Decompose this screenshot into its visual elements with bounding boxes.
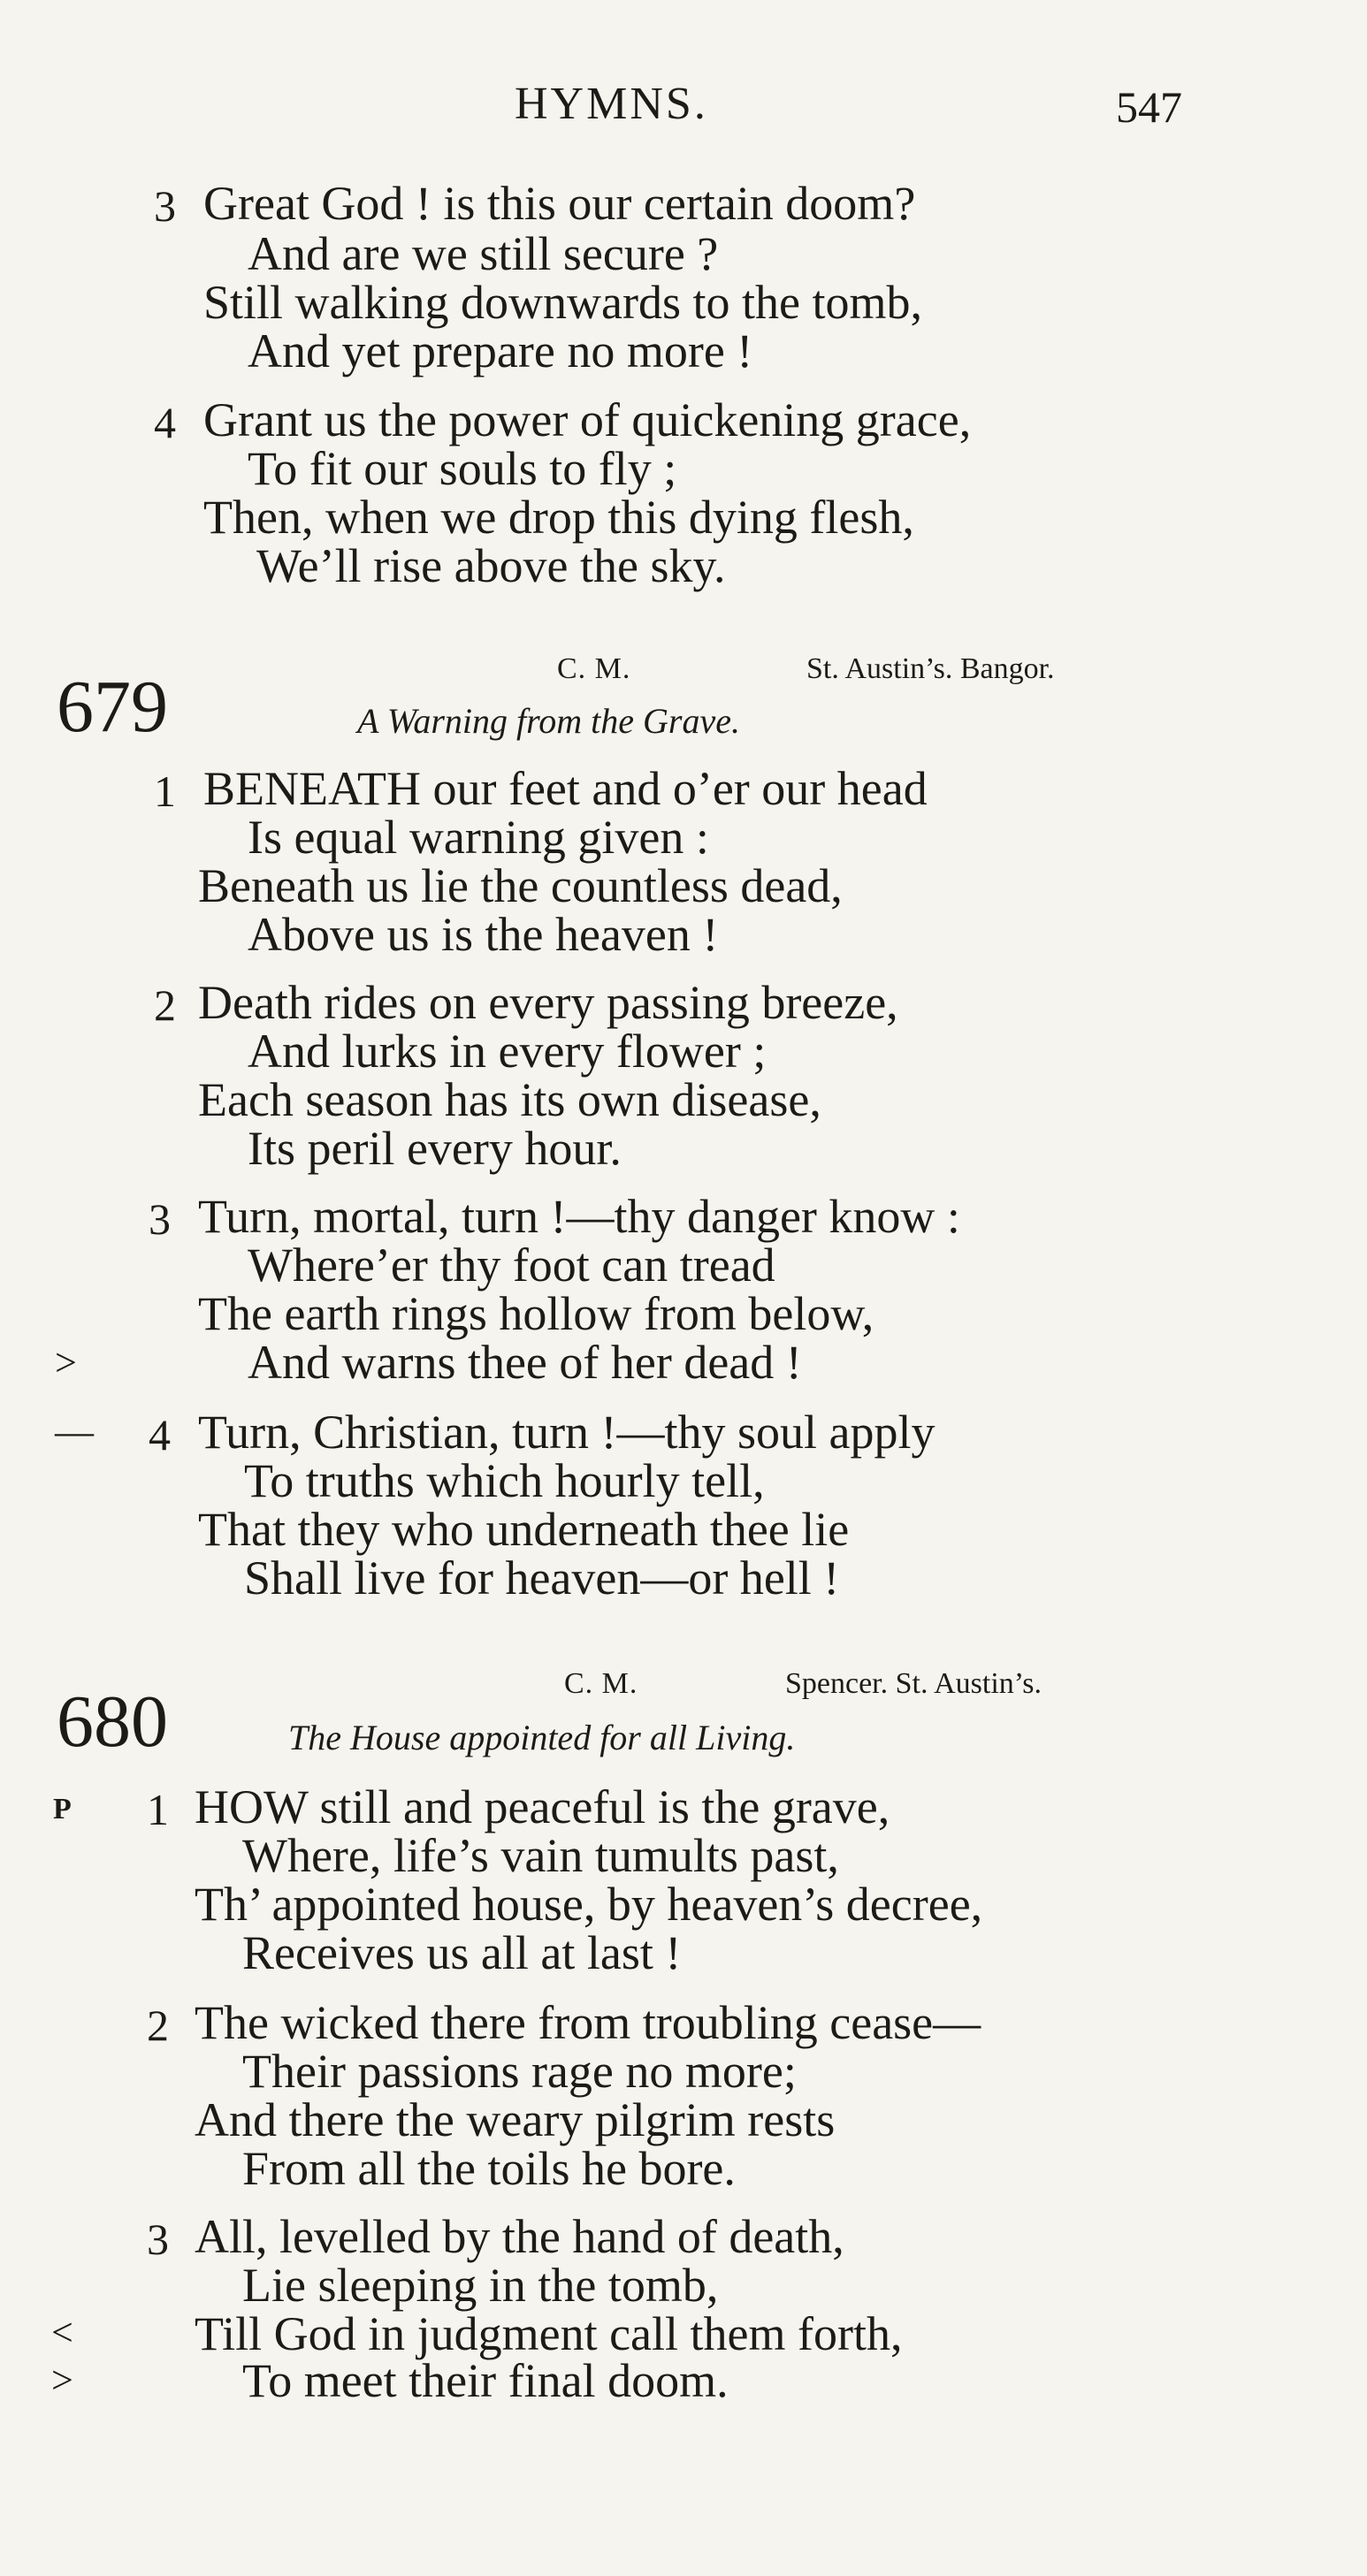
hymn-number: 680: [57, 1680, 168, 1763]
verse-line: The wicked there from troubling cease—: [195, 1996, 981, 2049]
verse-line: Death rides on every passing breeze,: [198, 976, 898, 1029]
dash-mark: —: [55, 1410, 94, 1453]
hymn-tunes: St. Austin’s. Bangor.: [806, 652, 1055, 685]
verse-line: Where’er thy foot can tread: [248, 1238, 775, 1292]
page-number: 547: [1116, 82, 1182, 132]
verse-line: From all the toils he bore.: [242, 2142, 736, 2195]
verse-line: Where, life’s vain tumults past,: [242, 1829, 839, 1882]
verse-number: 2: [147, 2001, 169, 2050]
verse-line: And are we still secure ?: [248, 227, 719, 280]
verse-number: 2: [154, 980, 176, 1030]
verse-number: 3: [149, 1194, 171, 1244]
hymn-tunes: Spencer. St. Austin’s.: [785, 1667, 1042, 1700]
verse-line: And warns thee of her dead !: [248, 1336, 802, 1389]
verse-line: Above us is the heaven !: [248, 908, 719, 961]
verse-number: 3: [154, 181, 176, 231]
piano-mark: P: [53, 1793, 72, 1825]
verse-line: That they who underneath thee lie: [198, 1503, 850, 1556]
verse-line: And lurks in every flower ;: [248, 1025, 767, 1078]
verse-line: Each season has its own disease,: [198, 1073, 821, 1126]
verse-line: HOW still and peaceful is the grave,: [195, 1780, 890, 1833]
hymn-subtitle: The House appointed for all Living.: [288, 1718, 796, 1757]
verse-line: And there the weary pilgrim rests: [195, 2093, 836, 2146]
verse-line: Turn, mortal, turn !—thy danger know :: [198, 1190, 960, 1243]
hymn-meter: C. M.: [564, 1667, 638, 1700]
decrescendo-mark: >: [51, 2359, 73, 2402]
verse-line: To fit our souls to fly ;: [248, 442, 677, 495]
hymn-subtitle: A Warning from the Grave.: [357, 701, 740, 741]
running-header-title: HYMNS.: [515, 79, 708, 129]
verse-line: Still walking downwards to the tomb,: [203, 276, 922, 329]
verse-line: Shall live for heaven—or hell !: [244, 1551, 840, 1604]
verse-line: BENEATH our feet and o’er our head: [203, 762, 928, 815]
verse-line: Its peril every hour.: [248, 1122, 622, 1175]
crescendo-mark: <: [51, 2311, 73, 2354]
verse-line: Is equal warning given :: [248, 811, 709, 864]
verse-line: Their passions rage no more;: [242, 2045, 797, 2098]
verse-number: 4: [154, 398, 176, 447]
verse-line: Beneath us lie the countless dead,: [198, 859, 843, 912]
decrescendo-mark: >: [55, 1341, 77, 1384]
verse-line: The earth rings hollow from below,: [198, 1287, 874, 1340]
verse-number: 3: [147, 2214, 169, 2264]
hymn-meter: C. M.: [557, 652, 631, 685]
verse-number: 4: [149, 1410, 171, 1459]
verse-line: Receives us all at last !: [242, 1926, 682, 1979]
verse-line: Till God in judgment call them forth,: [195, 2307, 903, 2360]
verse-line: Lie sleeping in the tomb,: [242, 2259, 719, 2312]
verse-number: 1: [147, 1785, 169, 1834]
verse-line: To truths which hourly tell,: [244, 1454, 765, 1507]
verse-line: All, levelled by the hand of death,: [195, 2210, 844, 2263]
verse-line: Th’ appointed house, by heaven’s decree,: [195, 1878, 983, 1931]
verse-line: We’ll rise above the sky.: [256, 539, 726, 592]
verse-line: To meet their final doom.: [242, 2354, 729, 2407]
verse-number: 1: [154, 766, 176, 816]
verse-line: Turn, Christian, turn !—thy soul apply: [198, 1406, 936, 1459]
verse-line: And yet prepare no more !: [248, 324, 753, 377]
verse-line: Then, when we drop this dying flesh,: [203, 491, 914, 544]
verse-line: Grant us the power of quickening grace,: [203, 393, 972, 446]
verse-line: Great God ! is this our certain doom?: [203, 177, 916, 230]
hymn-number: 679: [57, 666, 168, 748]
